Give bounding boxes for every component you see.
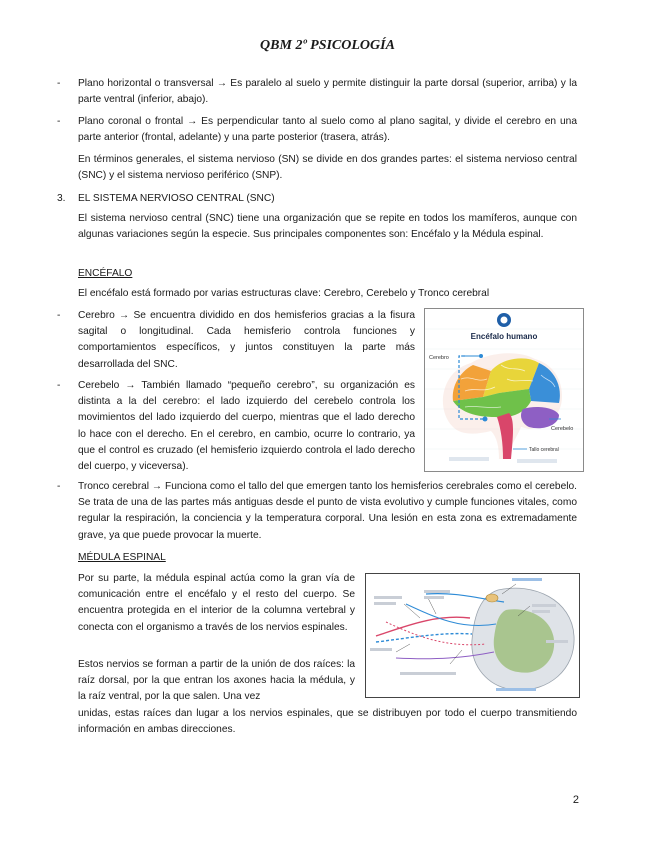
bullet-cerebro: Cerebro → Se encuentra dividido en dos hemisferios gracias a la fisura sagital o longitudinal. Cada hemisferio controla funciones y comportamientos específicos, y juntos constituyen la parte más desarrollada del SNC.: [78, 310, 415, 370]
bullet-dash: -: [57, 481, 61, 492]
bullet-tronco: Tronco cerebral → Funciona como el tallo del que emergen tanto los hemisferios cerebrales como el cerebelo. Se trata de una de las partes más antiguas desde el punto de vista evolutivo y cumple funciones vitales, como regular la respiración, la conciencia y la temperatura corporal. Una lesión en esta zona es extremadamente grave, ya que puede provocar la muerte.: [78, 481, 577, 541]
paragraph-encefalo-intro: El encéfalo está formado por varias estructuras clave: Cerebro, Cerebelo y Tronco cerebral: [78, 288, 490, 299]
paragraph-medula-2-full: unidas, estas raíces dan lugar a los nervios espinales, que se distribuyen por todo el cuerpo transmitiendo información en ambas direcciones.: [78, 708, 577, 736]
paragraph-medula-2-wrap: Estos nervios se forman a partir de la unión de dos raíces: la raíz dorsal, por la que entran los axones hacia la médula, y la raíz ventral, por la que salen. Una vez: [78, 659, 355, 703]
label-tronco: Tallo cerebral: [529, 447, 559, 453]
page-header: QBM 2º PSICOLOGÍA: [260, 38, 395, 53]
bullet-plano-coronal: Plano coronal o frontal → Es perpendicular tanto al suelo como al plano sagital, y divide el cerebro en una parte anterior (frontal, adelante) y una parte posterior (trasera, atrás).: [78, 116, 577, 144]
brain-illustration: [425, 309, 583, 471]
bullet-dash: -: [57, 116, 61, 127]
section-number: 3.: [57, 193, 66, 204]
bullet-cerebelo: Cerebelo → También llamado “pequeño cerebro”, su organización es distinta a la del cerebro: el lado izquierdo del cerebelo controla los movimientos del lado izquierdo del cuerpo, mientras que el lado derecho lo hace con el derecho. En el cerebro, en cambio, ocurre lo contrario, ya que el control es cruzado (el hemisferio izquierdo controla el lado derecho del cuerpo, y viceversa).: [78, 380, 415, 473]
bullet-dash: -: [57, 310, 61, 321]
paragraph-medula-1: Por su parte, la médula espinal actúa como la gran vía de comunicación entre el encéfalo y el resto del cuerpo. Se encuentra protegida en el interior de la columna vertebral y conecta con el organismo a través de los nervios espinales.: [78, 573, 355, 633]
heading-medula: MÉDULA ESPINAL: [78, 552, 166, 563]
paragraph-snc: El sistema nervioso central (SNC) tiene una organización que se repite en todos los mamíferos, aunque con algunas variaciones según la especie. Sus principales componentes son: Encéfalo y la Médula espinal.: [78, 213, 577, 241]
heading-encefalo: ENCÉFALO: [78, 268, 133, 279]
brain-figure: [424, 308, 584, 472]
paragraph-sn: En términos generales, el sistema nervioso (SN) se divide en dos grandes partes: el sistema nervioso central (SNC) y el sistema nervioso periférico (SNP).: [78, 154, 577, 182]
bullet-dash: -: [57, 78, 61, 89]
spinal-cord-figure: [365, 573, 580, 698]
bullet-dash: -: [57, 380, 61, 391]
page-number: 2: [572, 794, 579, 806]
label-cerebro: Cerebro: [429, 355, 449, 361]
brain-figure-title: Encéfalo humano: [470, 332, 538, 341]
label-cerebelo: Cerebelo: [551, 426, 574, 432]
spinal-cord-illustration: [366, 574, 579, 697]
bullet-plano-horizontal: Plano horizontal o transversal → Es paralelo al suelo y permite distinguir la parte dorsal (superior, arriba) y la parte ventral (inferior, abajo).: [78, 78, 577, 106]
section-title: EL SISTEMA NERVIOSO CENTRAL (SNC): [78, 193, 275, 204]
